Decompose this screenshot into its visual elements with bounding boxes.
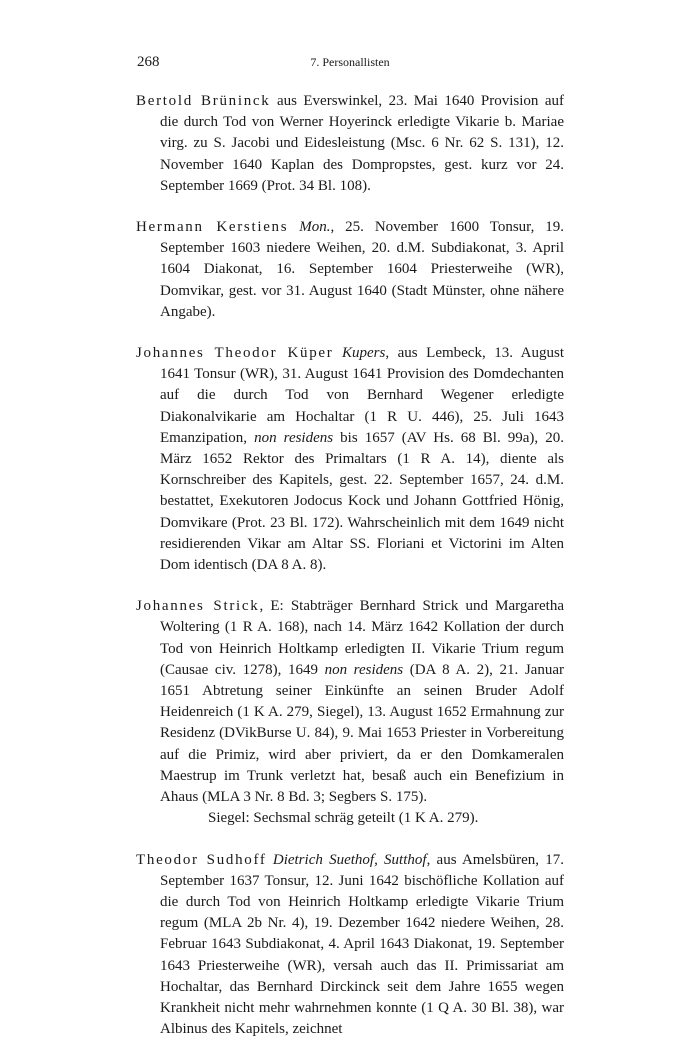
entry-name: Hermann Kerstiens [136, 219, 289, 236]
entry-list [136, 91, 564, 1060]
entry-text-cont: (DA 8 A. 2), 21. Januar 1651 Abtretung seiner Einkünfte an seinen Bruder Adolf Heidenreich (1 K A. 279, Siegel), 13. August 1652 Ermahnung zur Residenz (DVikBurse U. 84), 9. Mai 1653 Priester in Vorbereitung auf die Primiz, wird aber priviert, da er den Domkameralen Maestrup im Trunk verletzt hat, besaß auch ein Benefizium in Ahaus (MLA 3 Nr. 8 Bd. 3; Segbers S. 175). [160, 661, 564, 806]
entry-term: non residens [324, 661, 404, 678]
entry-kueper [136, 343, 564, 576]
entry-text: , 25. November 1600 Tonsur, 19. September 1603 niedere Weihen, 20. d.M. Subdiakonat, 3. April 1604 Diakonat, 16. September 1604 Priesterweihe (WR), Domvikar, gest. vor 31. August 1640 (Stadt Münster, ohne nähere Angabe). [160, 219, 565, 320]
entry-seal: Siegel: Sechsmal schräg geteilt (1 K A. 279). [208, 810, 479, 827]
entry-name: Johannes Strick [136, 598, 260, 615]
entry-kerstiens [136, 217, 564, 323]
entry-text: , E: Stabträger Bernhard Strick und Margaretha Woltering (1 R A. 168), nach 14. März 1642 Kollation der durch Tod von Heinrich Holtkamp erledigten II. Vikarie Trium regum (Causae civ. 1278), 1649 [160, 598, 565, 678]
entry-text: , aus Lembeck, 13. August 1641 Tonsur (WR), 31. August 1641 Provision des Domdechanten auf die durch Tod von Bernhard Wegener erledigte Diakonalvikarie am Hochaltar (1 R U. 446), 25. Juli 1643 Emanzipation, [160, 345, 565, 446]
running-head: 7. Personallisten [310, 55, 390, 69]
entry-name: Bertold Brüninck [136, 93, 271, 109]
entry-strick [136, 596, 564, 829]
page-header [137, 54, 563, 74]
entry-term: non residens [254, 429, 334, 446]
entry-alias: Kupers [342, 345, 386, 362]
entry-text: aus Everswinkel, 23. Mai 1640 Provision auf die durch Tod von Werner Hoyerinck erledigte Vikarie b. Mariae virg. zu S. Jacobi und Eidesleistung (Msc. 6 Nr. 62 S. 131), 12. November 1640 Kaplan des Dompropstes, gest. kurz vor 24. September 1669 (Prot. 34 Bl. 108). [160, 93, 564, 194]
entry-name: Theodor Sudhoff [136, 851, 267, 868]
entry-text: , aus Amelsbüren, 17. September 1637 Tonsur, 12. Juni 1642 bischöfliche Kollation auf die durch Tod von Heinrich Holtkamp erledigte Vikarie Trium regum (MLA 2b Nr. 4), 19. Dezember 1642 niedere Weihen, 28. Februar 1643 Subdiakonat, 4. April 1643 Diakonat, 19. September 1643 Priesterweihe (WR), versah auch das II. Primissariat am Hochaltar, das Bernhard Dirckinck seit dem Jahre 1655 wegen Krankheit nicht mehr wahrnehmen konnte (1 Q A. 30 Bl. 38), war Albinus des Kapitels, zeichnet [160, 851, 564, 1038]
entry-name: Johannes Theodor Küper [136, 345, 334, 362]
page-number: 268 [137, 54, 160, 70]
entry-sudhoff [136, 850, 564, 1041]
entry-alias: Dietrich Suethof, Sutthof [272, 851, 427, 868]
entry-alias: Mon. [299, 219, 331, 236]
entry-brueninck [136, 91, 564, 197]
entry-text-cont: bis 1657 (AV Hs. 68 Bl. 99a), 20. März 1652 Rektor des Primaltars (1 R A. 14), diente als Kornschreiber des Kapitels, gest. 22. September 1657, 24. d.M. bestattet, Exekutoren Jodocus Kock und Johann Gottfried Hönig, Domvikare (Prot. 23 Bl. 172). Wahrscheinlich mit dem 1649 nicht residierenden Vikar am Altar SS. Floriani et Victorini im Alten Dom identisch (DA 8 A. 8). [160, 429, 564, 574]
